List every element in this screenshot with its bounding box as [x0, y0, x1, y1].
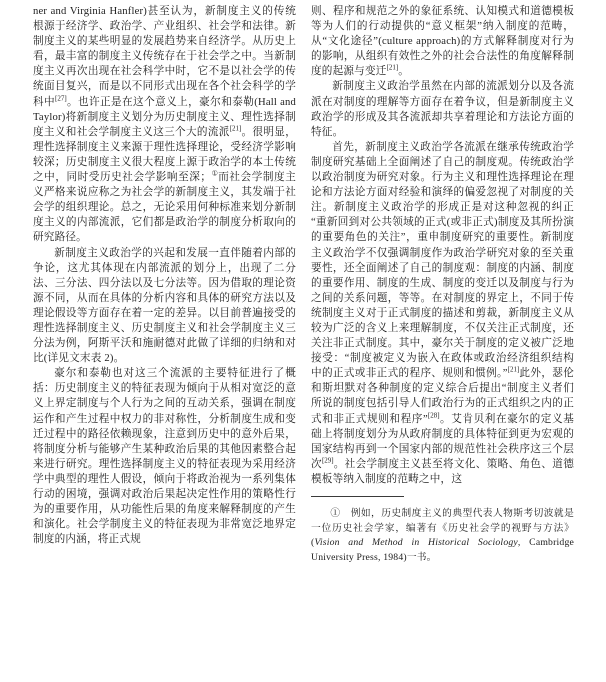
body-paragraph: 新制度主义政治学的兴起和发展一直伴随着内部的争论，这尤其体现在内部流派的划分上，出现了二分法、三分法、四分法以及七分法等。因为借取的理论资源不同，从而在具体的分析内容和具体的研究方法以及理论假设等方面存在着一定的差异。以目前普遍接受的理性选择制度主义、历史制度主义和社会学制度主义三分法为例，阿斯平沃和施耐德对此做了详细的归纳和对比(详见文末表 2)。: [33, 247, 296, 365]
citation-superscript: [28]: [427, 411, 440, 419]
citation-superscript: [21]: [386, 63, 399, 72]
body-paragraph: 首先，新制度主义政治学各流派在继承传统政治学制度研究基础上全面阐述了自己的制度观。传统政治学以政治制度为研究对象。行为主义和理性选择理论在理论和方法论方面对经验和演绎的偏爱忽视了对制度的关注。新制度主义政治学的形成正是对这种忽视的纠正 “重新回到对公共领域的正式(或非正式)制度及其所扮演的重要角色的关注”，重申制度研究的重要性。新制度主义政治学不仅强调制度作为政治学研究对象的至关重要性，还全面阐述了自己的制度观：制度的内涵、制度的重要作用、制度的生成、制度的变迁以及制度与行为之间的关系问题，等等。在对制度的界定上，不同于传统制度主义对于正式制度的描述和剪裁，新制度主义从较为广泛的含义上来理解制度，不仅关注正式制度，还关注非正式制度。其中，豪尔关于制度的定义被广泛地接受：“制度被定义为嵌入在政体或政治经济组织结构中的正式或非正式的程序、规则和惯例。”[21]此外，瑟伦和斯坦默对各种制度的定义综合后提出“制度主义者们所说的制度包括引导人们政治行为的正式组织之内的正式和非正式规则和程序”[28]。艾肯贝利在豪尔的定义基础上将制度划分为从政府制度的具体特征到更为宏观的国家结构再到一个国家内部的规范性社会秩序这三个层次[29]。社会学制度主义甚至将文化、策略、角色、道德模板等纳入制度的范畴之中，这: [311, 141, 574, 485]
book-title-italic: Vision and Method in Historical Sociology: [314, 537, 518, 548]
footnote-separator-rule: [311, 496, 404, 497]
body-paragraph: 则、程序和规范之外的象征系统、认知模式和道德模板等为人们的行动提供的“意义框架”纳入制度的范畴，从“文化途径”(culture approach)的方式解释制度对行为的影响，从组织有效性之外的社会合法性的角度解释制度的起源与变迁[21]。: [311, 6, 574, 78]
body-paragraph: ner and Virginia Hanfler)甚至认为，新制度主义的传统根源于经济学、政治学、产业组织、社会学和法律。新制度主义的某些明显的发展趋势来自经济学。从历史上看，最丰富的制度主义传统存在于社会学之中。当新制度主义再次出现在社会科学中时，它不是以社会学的传统面目复兴，而是以不同形式出现在各个社会科学的学科中[27]。也许正是在这个意义上，豪尔和泰勒(Hall and Taylor)将新制度主义划分为历史制度主义、理性选择制度主义和社会学制度主义这三个大的流派[21]。很明显，理性选择制度主义来源于理性选择理论，受经济学影响较深；历史制度主义很大程度上源于政治学的本土传统之中，同时受历史社会学影响至深；①而社会学制度主义严格来说应称之为社会学的新制度主义，其发端于社会学的组织理论。总之，无论采用何种标准来划分新制度主义的内部流派，它们都是政治学的制度分析取向的研究路径。: [33, 6, 296, 244]
text-column-right: [311, 4, 574, 680]
citation-superscript: [29]: [321, 456, 334, 465]
footnote-paragraph: ① 例如，历史制度主义的典型代表人物斯考切波就是一位历史社会学家，编著有《历史社会学的视野与方法》(Vision and Method in Historical Sociology, Cambridge University Press, 1984)一书。: [311, 508, 574, 563]
body-paragraph: 新制度主义政治学虽然在内部的流派划分以及各流派在对制度的理解等方面存在着争议，但是新制度主义政治学的形成及其各流派却共享着理论和方法论方面的特征。: [311, 81, 574, 138]
text-column-left: [33, 4, 296, 680]
citation-superscript: [21]: [229, 124, 242, 133]
body-paragraph: 豪尔和泰勒也对这三个流派的主要特征进行了概括：历史制度主义的特征表现为倾向于从相对宽泛的意义上界定制度与个人行为之间的互动关系，强调在制度运作和产生过程中权力的非对称性，分析制度生成和变迁过程中的路径依赖现象，注意到历史中的意外后果，将制度分析与能够产生某种政治后果的其他因素整合起来进行研究。理性选择制度主义的特征表现为采用经济学中典型的理性人假设，倾向于将政治视为一系列集体行动的困境，强调对政治后果起决定性作用的策略性行为的重要作用，从功能性后果的角度来解释制度的产生和演化。社会学制度主义的特征表现为非常宽泛地界定制度的内涵，将正式规: [33, 368, 296, 546]
citation-superscript: [21]: [507, 365, 520, 374]
citation-superscript: ①: [211, 169, 219, 178]
citation-superscript: [27]: [55, 94, 67, 103]
